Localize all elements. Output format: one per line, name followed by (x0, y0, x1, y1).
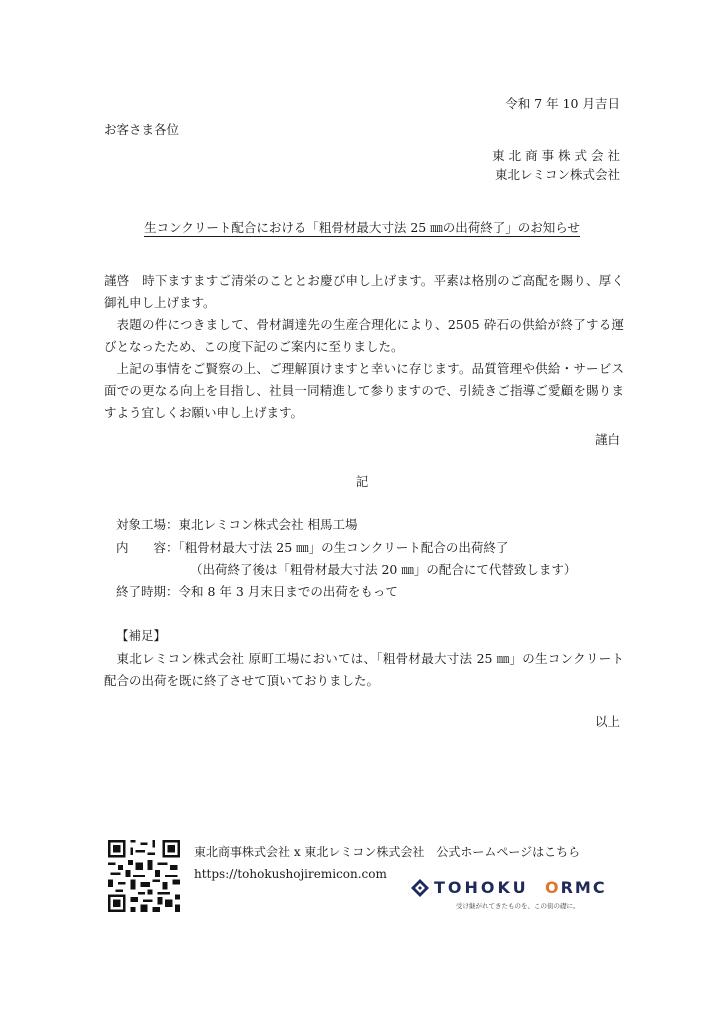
document-title: 生コンクリート配合における「粗骨材最大寸法 25 ㎜の出荷終了」のお知らせ (144, 220, 580, 235)
supplement-heading: 【補足】 (116, 628, 167, 643)
notice-end-row (116, 586, 398, 599)
recipient: お客さま各位 (104, 122, 180, 137)
closing-word: 謹白 (594, 432, 620, 447)
footer-tagline: 受け継がれてきたものを、この街の礎に。 (456, 902, 580, 910)
ormc-logo-o: O (545, 878, 561, 897)
document-date: 令和 7 年 10 月吉日 (505, 96, 620, 111)
notice-content-note: （出荷終了後は「粗骨材最大寸法 20 ㎜」の配合にて代替致します） (190, 562, 577, 577)
tohoku-logo-text: TOHOKU (433, 878, 529, 897)
qr-code-icon[interactable] (108, 840, 180, 912)
supplement-text: 東北レミコン株式会社 原町工場においては、「粗骨材最大寸法 25 ㎜」の生コンクリート配合の出荷を既に終了させて頂いておりました。 (104, 651, 624, 688)
ending-word: 以上 (594, 714, 620, 729)
notice-content-label: 内 容： (116, 540, 179, 555)
notice-heading: 記 (355, 474, 369, 489)
body-paragraph-1: 謹啓 時下ますますご清栄のこととお慶び申し上げます。平素は格別のご高配を賜り、厚く御礼申し上げます。 (104, 273, 624, 310)
body-paragraph-2: 表題の件につきまして、骨材調達先の生産合理化により、2505 砕石の供給が終了する運びとなったため、この度下記のご案内に至りました。 (104, 317, 624, 354)
notice-factory-value: 東北レミコン株式会社 相馬工場 (178, 517, 358, 532)
tohoku-logo (410, 878, 529, 898)
tohoku-logo-icon (410, 878, 430, 898)
notice-content-value: 「粗骨材最大寸法 25 ㎜」の生コンクリート配合の出荷終了 (178, 540, 509, 555)
ormc-logo (545, 880, 607, 896)
document-title-wrap (0, 222, 724, 235)
notice-end-value: 令和 8 年 3 月末日までの出荷をもって (178, 584, 398, 599)
ormc-logo-rest: RMC (560, 878, 607, 897)
sender-company-2: 東北レミコン株式会社 (494, 167, 620, 182)
notice-end-label: 終了時期： (116, 584, 179, 599)
footer-companies: 東北商事株式会社 x 東北レミコン株式会社 公式ホームページはこちら (194, 845, 581, 859)
footer-url-link[interactable]: https://tohokushojiremicon.com (194, 867, 387, 881)
notice-content-row (116, 542, 508, 555)
notice-factory-label: 対象工場： (116, 517, 179, 532)
notice-factory-row (116, 519, 358, 532)
sender-company-1: 東 北 商 事 株 式 会 社 (492, 148, 620, 163)
body-paragraph-3: 上記の事情をご賢察の上、ご理解頂けますと幸いに存じます。品質管理や供給・サービス面での更なる向上を目指し、社員一同精進して参りますので、引続きご指導ご愛顧を賜りますよう宜しくお願い申し上げます。 (104, 361, 624, 420)
